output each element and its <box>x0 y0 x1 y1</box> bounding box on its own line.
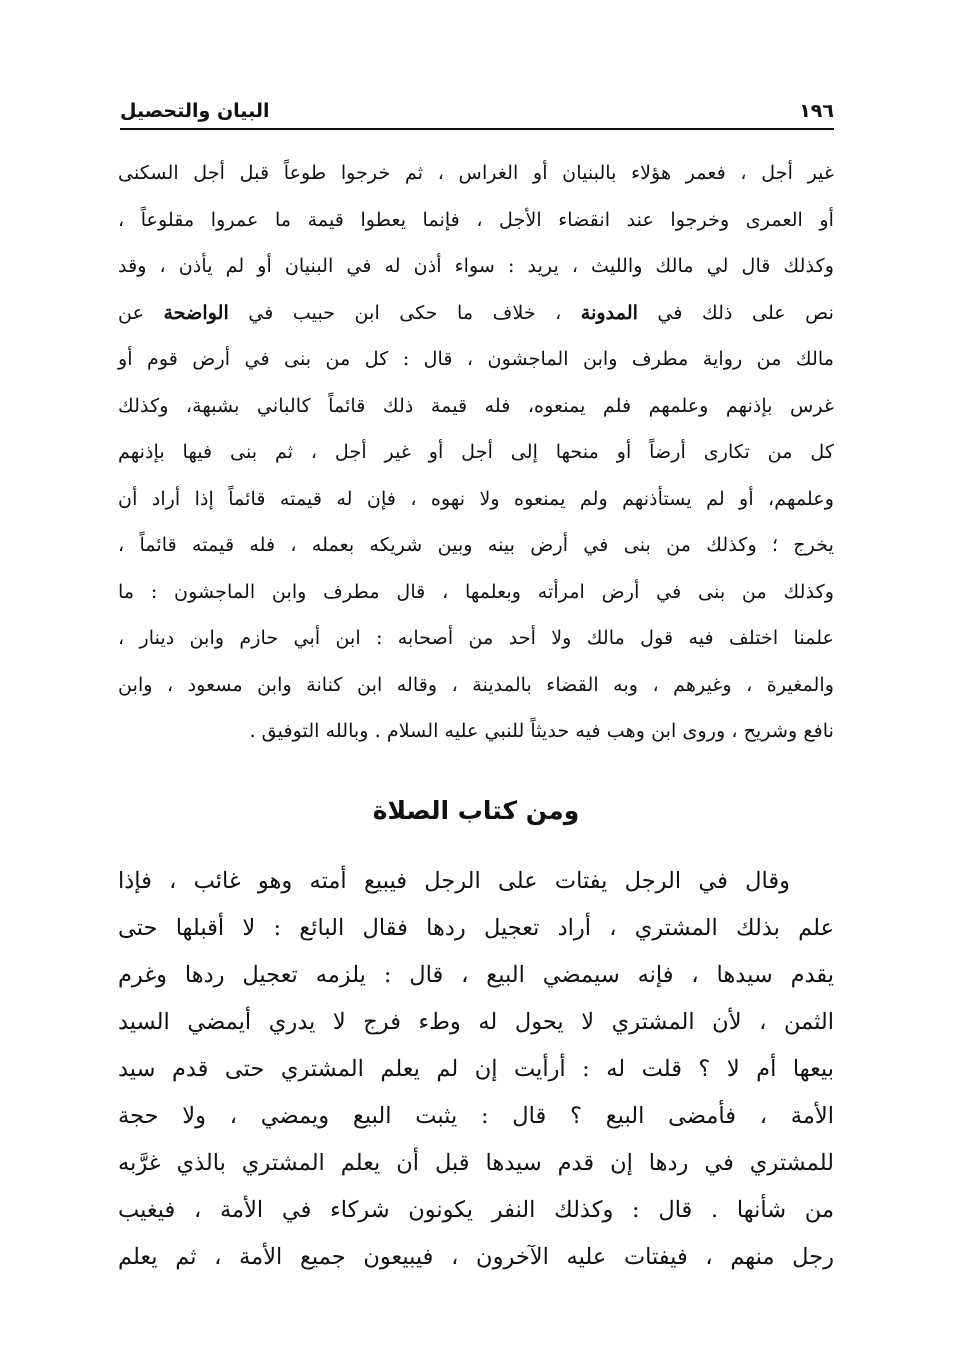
text-line: غير أجل ، فعمر هؤلاء بالبنيان أو الغراس ، ثم خرجوا طوعاً قبل أجل السكنى <box>118 161 834 184</box>
text-line <box>118 858 834 905</box>
running-header <box>120 86 834 122</box>
text-line: يقدم سيدها ، فإنه سيمضي البيع ، قال : يلزمه تعجيل ردها وغرم <box>118 962 834 988</box>
text-line: وكذلك من بنى في أرض امرأته وبعلمها ، قال مطرف وابن الماجشون : ما <box>118 579 834 603</box>
text-fragment: نص على ذلك في <box>638 300 835 324</box>
page-number: ١٩٦ <box>799 100 834 122</box>
text-line: علمنا اختلف فيه قول مالك ولا أحد من أصحابه : ابن أبي حازم وابن دينار ، <box>118 626 834 649</box>
text-line: وعلمهم، أو لم يستأذنهم ولم يمنعوه ولا نهوه ، فإن له قيمته قائماً إذا أراد أن <box>118 486 834 510</box>
body-section-2 <box>118 858 834 1281</box>
text-line: الثمن ، لأن المشتري لا يحول له وطء فرج لا يدري أيمضي السيد <box>118 1009 834 1035</box>
section-heading: ومن كتاب الصلاة <box>372 796 580 825</box>
text-line: للمشتري في ردها إن قدم سيدها قبل أن يعلم المشتري بالذي غرَّبه <box>118 1150 834 1176</box>
text-line: رجل منهم ، فيفتات عليه الآخرون ، فيبيعون جميع الأمة ، ثم يعلم <box>118 1244 834 1270</box>
body-section-1 <box>118 150 834 755</box>
text-line: غرس بإذنهم وعلمهم فلم يمنعوه، فله قيمة ذلك قائماً كالباني بشبهة، وكذلك <box>118 393 834 417</box>
text-line: أو العمرى وخرجوا عند انقضاء الأجل ، فإنما يعطوا قيمة ما عمروا مقلوعاً ، <box>118 207 834 231</box>
text-line <box>118 290 834 337</box>
text-line: علم بذلك المشتري ، أراد تعجيل ردها فقال البائع : لا أقبلها حتى <box>118 915 834 941</box>
book-title: البيان والتحصيل <box>120 100 270 122</box>
book-reference-wadiha: الواضحة <box>163 300 229 324</box>
text-line: يخرج ؛ وكذلك من بنى في أرض بينه وبين شريكه بعمله ، فله قيمته قائماً ، <box>118 533 834 556</box>
text-line: والمغيرة ، وغيرهم ، وبه القضاء بالمدينة ، وقاله ابن كنانة وابن مسعود ، وابن <box>118 672 834 696</box>
text-line: كل من تكارى أرضاً أو منحها إلى أجل أو غير أجل ، ثم بنى فيها بإذنهم <box>118 440 834 463</box>
text-fragment: ، خلاف ما حكى ابن حبيب في <box>228 300 581 324</box>
text-fragment: عن <box>118 300 164 324</box>
text-line: الأمة ، فأمضى البيع ؟ قال : يثبت البيع ويمضي ، ولا حجة <box>118 1103 834 1129</box>
book-reference-mudawwana: المدونة <box>580 300 639 324</box>
text-line: بيعها أم لا ؟ قلت له : أرأيت إن لم يعلم المشتري حتى قدم سيد <box>118 1056 834 1082</box>
text-line: وكذلك قال لي مالك والليث ، يريد : سواء أذن له في البنيان أو لم يأذن ، وقد <box>118 254 834 277</box>
text-line: من شأنها . قال : وكذلك النفر يكونون شركاء في الأمة ، فيغيب <box>118 1197 834 1223</box>
header-rule <box>120 128 834 130</box>
text-fragment: وقال في الرجل يفتات على الرجل فيبيع أمته وهو غائب ، فإذا <box>118 868 790 894</box>
text-line: مالك من رواية مطرف وابن الماجشون ، قال : كل من بنى في أرض قوم أو <box>118 347 834 370</box>
text-line: نافع وشريح ، وروى ابن وهب فيه حديثاً للنبي عليه السلام . وبالله التوفيق . <box>249 719 834 742</box>
